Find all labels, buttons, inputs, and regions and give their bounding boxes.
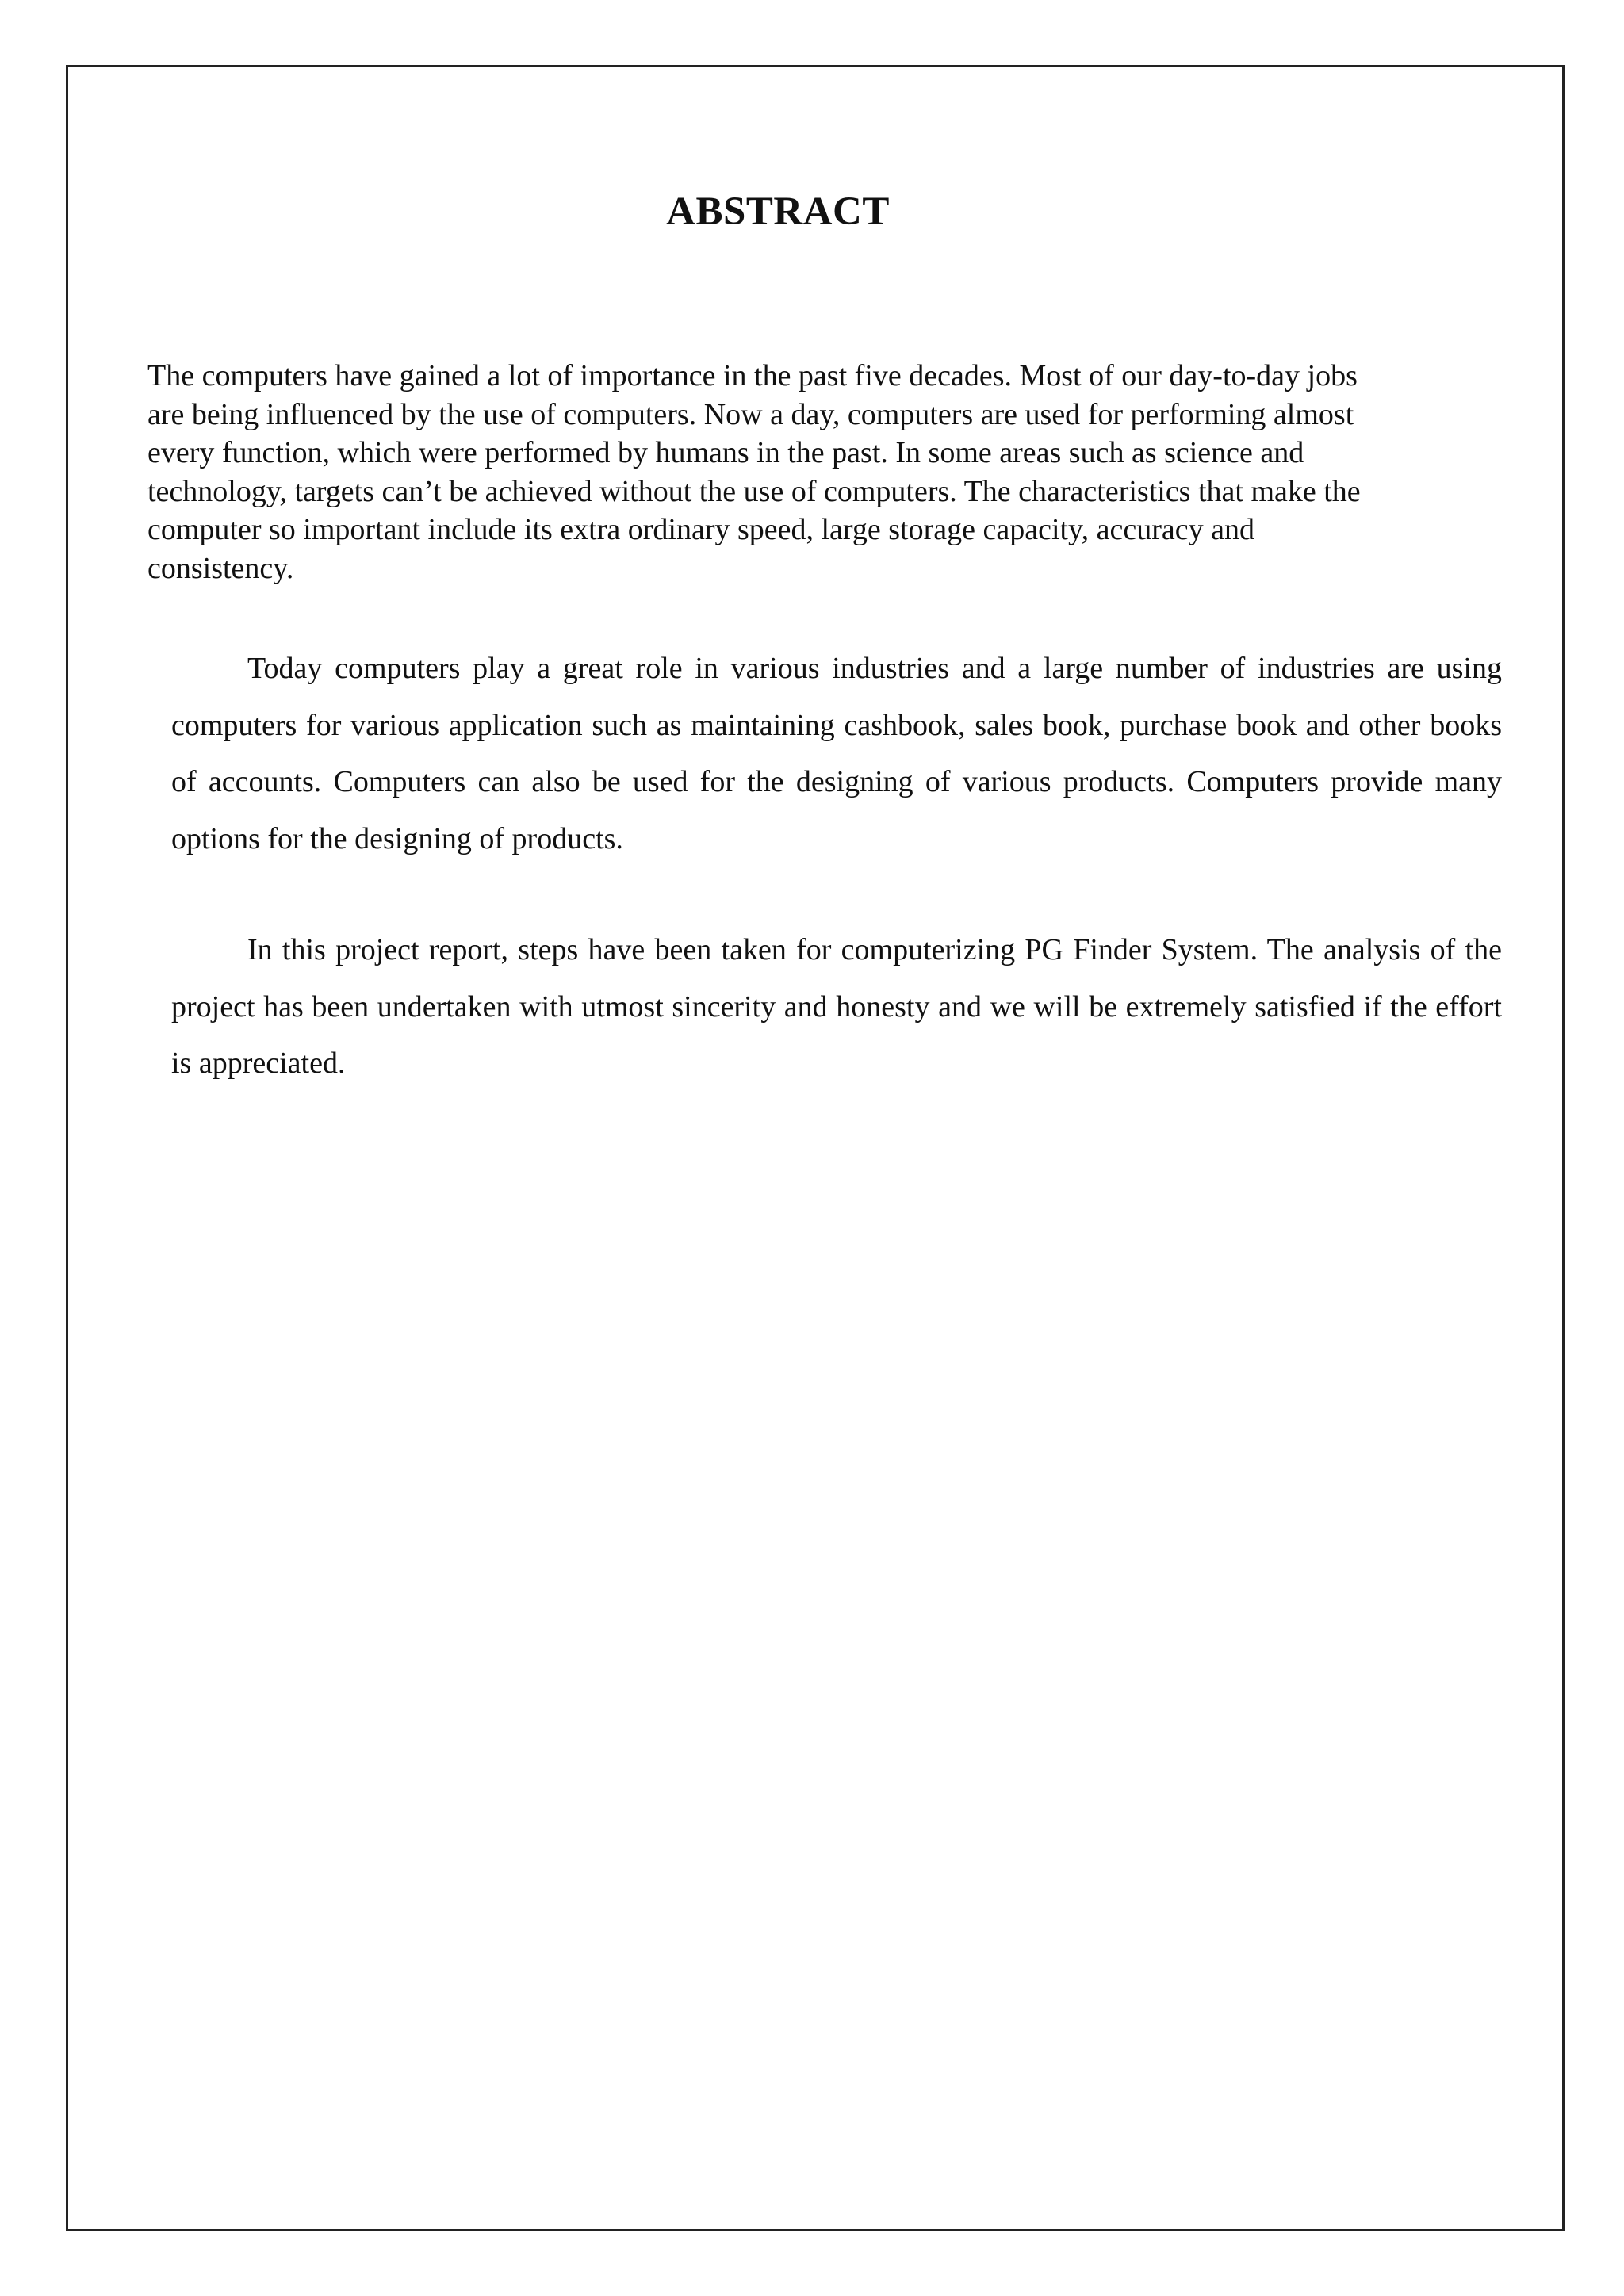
paragraph-1-line: technology, targets can’t be achieved without the use of computers. The characteristics that make the — [147, 474, 1361, 508]
abstract-paragraph-3: In this project report, steps have been taken for computerizing PG Finder System. The analysis of the project has been undertaken with utmost sincerity and honesty and we will be extremely satisfied if the effort is appreciated. — [171, 933, 1502, 1080]
title-text: ABSTRACT — [666, 189, 890, 234]
abstract-paragraph-1 — [147, 357, 1511, 587]
paragraph-1-line: every function, which were performed by humans in the past. In some areas such as science and — [147, 436, 1304, 469]
paragraph-1-line: The computers have gained a lot of importance in the past five decades. Most of our day-to-day jobs — [147, 359, 1358, 392]
paragraph-1-line: consistency. — [147, 551, 294, 585]
paragraph-1-line: computer so important include its extra ordinary speed, large storage capacity, accuracy and — [147, 513, 1254, 546]
page-title — [0, 189, 1624, 235]
paragraph-1-line: are being influenced by the use of computers. Now a day, computers are used for performing almost — [147, 397, 1354, 431]
abstract-paragraph-2: Today computers play a great role in various industries and a large number of industries are using computers for various application such as maintaining cashbook, sales book, purchase book and other books of accounts. Computers can also be used for the designing of various products. Computers provide many options for the designing of products. — [171, 652, 1502, 855]
